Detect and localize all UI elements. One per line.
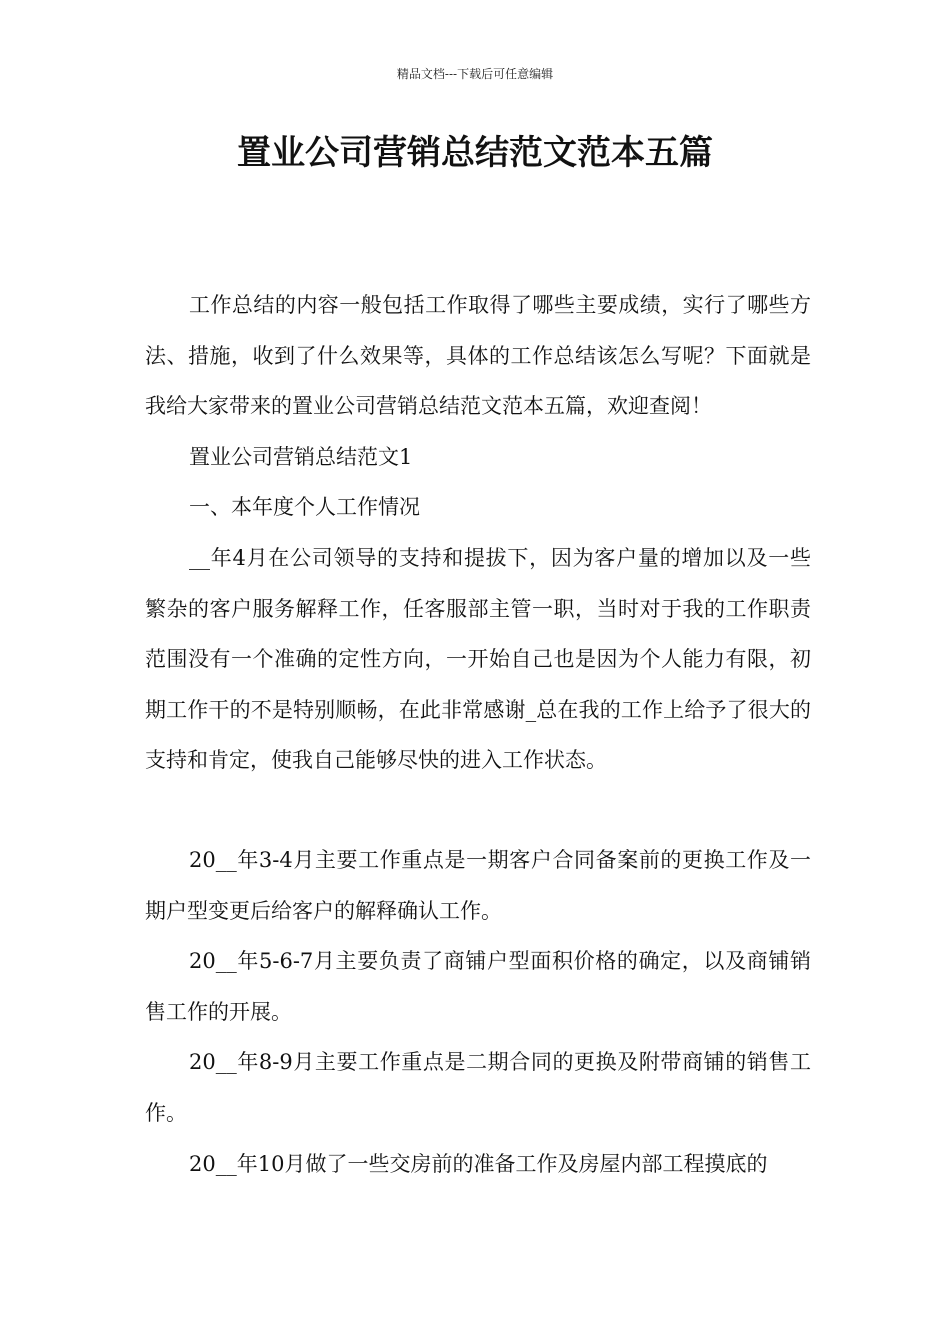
body-paragraph-march-april: 20__年3-4月主要工作重点是一期客户合同备案前的更换工作及一期户型变更后给客户的解释确认工作。 bbox=[145, 847, 811, 923]
document-body bbox=[145, 280, 811, 1189]
intro-paragraph: 工作总结的内容一般包括工作取得了哪些主要成绩，实行了哪些方法、措施，收到了什么效果等，具体的工作总结该怎么写呢？下面就是我给大家带来的置业公司营销总结范文范本五篇，欢迎查阅！ bbox=[145, 293, 811, 419]
body-paragraph-aug-sept: 20__年8-9月主要工作重点是二期合同的更换及附带商铺的销售工作。 bbox=[145, 1050, 811, 1125]
section-heading-sample-1: 置业公司营销总结范文1 bbox=[189, 444, 413, 469]
document-title: 置业公司营销总结范文范本五篇 bbox=[237, 133, 713, 173]
subsection-heading-personal-work: 一、本年度个人工作情况 bbox=[189, 495, 420, 520]
body-paragraph-october: 20__年10月做了一些交房前的准备工作及房屋内部工程摸底的 bbox=[189, 1151, 768, 1176]
page-header-note: 精品文档---下载后可任意编辑 bbox=[396, 67, 554, 81]
body-paragraph-appointment: __年4月在公司领导的支持和提拔下，因为客户量的增加以及一些繁杂的客户服务解释工作，任客服部主管一职，当时对于我的工作职责范围没有一个准确的定性方向，一开始自己也是因为个人能力有限，初期工作干的不是特别顺畅，在此非常感谢_总在我的工作上给予了很大的支持和肯定，使我自己能够尽快的进入工作状态。 bbox=[145, 545, 811, 773]
body-paragraph-may-july: 20__年5-6-7月主要负责了商铺户型面积价格的确定，以及商铺销售工作的开展。 bbox=[145, 949, 811, 1024]
